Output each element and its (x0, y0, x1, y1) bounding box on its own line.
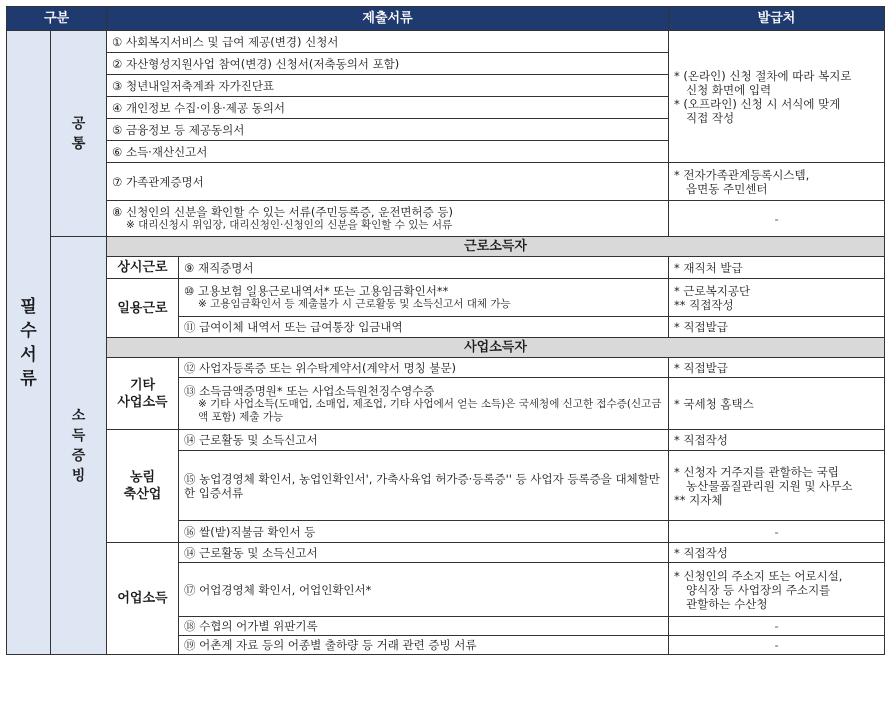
subcategory-daily: 일용근로 (107, 279, 179, 338)
doc-cell: ⑧ 신청인의 신분을 확인할 수 있는 서류(주민등록증, 운전면허증 등) ※ 대리신청시 위임장, 대리신청인·신청인의 신분을 확인할 수 있는 서류 (107, 201, 669, 237)
doc-cell: ⑫ 사업자등록증 또는 위수탁계약서(계약서 명칭 불문) (179, 358, 669, 378)
issuer-cell: * 재직처 발급 (669, 257, 885, 279)
issuer-cell: - (669, 201, 885, 237)
header-issuer: 발급처 (669, 7, 885, 31)
category-common: 공 통 (51, 31, 107, 237)
table-row (7, 163, 885, 201)
doc-cell: ⑦ 가족관계증명서 (107, 163, 669, 201)
doc-cell: ⑥ 소득·재산신고서 (107, 141, 669, 163)
doc-cell: ① 사회복지서비스 및 급여 제공(변경) 신청서 (107, 31, 669, 53)
issuer-cell: * 직접발급 (669, 358, 885, 378)
doc-cell: ④ 개인정보 수집·이용·제공 동의서 (107, 97, 669, 119)
issuer-cell: * 신청자 거주지를 관할하는 국립 농산물품질관리원 지원 및 사무소 ** 지자체 (669, 451, 885, 521)
table-header-row (7, 7, 885, 31)
section-labor: 근로소득자 (107, 237, 885, 257)
header-documents: 제출서류 (107, 7, 669, 31)
doc-cell: ⑭ 근로활동 및 소득신고서 (179, 430, 669, 451)
category-required: 필 수 서 류 (7, 31, 51, 655)
issuer-cell: - (669, 636, 885, 655)
issuer-cell: * 직접작성 (669, 430, 885, 451)
table-row (7, 31, 885, 53)
table-row (7, 543, 885, 563)
doc-cell: ⑱ 수협의 어가별 위판기록 (179, 617, 669, 636)
category-income: 소 득 증 빙 (51, 237, 107, 655)
issuer-cell: * 전자가족관계등록시스템, 읍면동 주민센터 (669, 163, 885, 201)
doc-cell: ⑩ 고용보험 일용근로내역서* 또는 고용임금확인서** ※ 고용임금확인서 등 제출불가 시 근로활동 및 소득신고서 대체 가능 (179, 279, 669, 317)
header-category: 구분 (7, 7, 107, 31)
doc-cell: ⑯ 쌀(밭)직불금 확인서 등 (179, 521, 669, 543)
issuer-cell: * 직접작성 (669, 543, 885, 563)
doc-cell: ② 자산형성지원사업 참여(변경) 신청서(저축동의서 포함) (107, 53, 669, 75)
issuer-cell: * 근로복지공단 ** 직접작성 (669, 279, 885, 317)
section-business: 사업소득자 (107, 338, 885, 358)
issuer-cell: * 국세청 홈택스 (669, 378, 885, 430)
issuer-cell: * (온라인) 신청 절차에 따라 복지로 신청 화면에 입력 * (오프라인) 신청 시 서식에 맞게 직접 작성 (669, 31, 885, 163)
doc-cell: ⑪ 급여이체 내역서 또는 급여통장 입금내역 (179, 317, 669, 338)
table-row (7, 430, 885, 451)
issuer-cell: * 직접발급 (669, 317, 885, 338)
subcategory-farming: 농림 축산업 (107, 430, 179, 543)
table-row (7, 257, 885, 279)
doc-cell: ⑲ 어촌계 자료 등의 어종별 출하량 등 거래 관련 증빙 서류 (179, 636, 669, 655)
doc-cell: ⑬ 소득금액증명원* 또는 사업소득원천징수영수증 ※ 기타 사업소득(도매업, 소매업, 제조업, 기타 사업에서 얻는 소득)은 국세청에 신고한 접수증(신고금액 포함) 제출 가능 (179, 378, 669, 430)
subcategory-fishing: 어업소득 (107, 543, 179, 655)
issuer-cell: - (669, 521, 885, 543)
document-table (6, 6, 885, 655)
doc-cell: ③ 청년내일저축계좌 자가진단표 (107, 75, 669, 97)
subcategory-other-business: 기타 사업소득 (107, 358, 179, 430)
section-row (7, 237, 885, 257)
doc-cell: ⑮ 농업경영체 확인서, 농업인확인서', 가축사육업 허가증·등록증'' 등 사업자 등록증을 대체할만한 입증서류 (179, 451, 669, 521)
doc-cell: ⑤ 금융정보 등 제공동의서 (107, 119, 669, 141)
subcategory-regular: 상시근로 (107, 257, 179, 279)
doc-cell: ⑭ 근로활동 및 소득신고서 (179, 543, 669, 563)
table-row (7, 279, 885, 317)
doc-cell: ⑰ 어업경영체 확인서, 어업인확인서* (179, 563, 669, 617)
table-row (7, 358, 885, 378)
issuer-cell: - (669, 617, 885, 636)
issuer-cell: * 신청인의 주소지 또는 어로시설, 양식장 등 사업장의 주소지를 관할하는 수산청 (669, 563, 885, 617)
doc-cell: ⑨ 재직증명서 (179, 257, 669, 279)
section-row (7, 338, 885, 358)
table-row (7, 201, 885, 237)
